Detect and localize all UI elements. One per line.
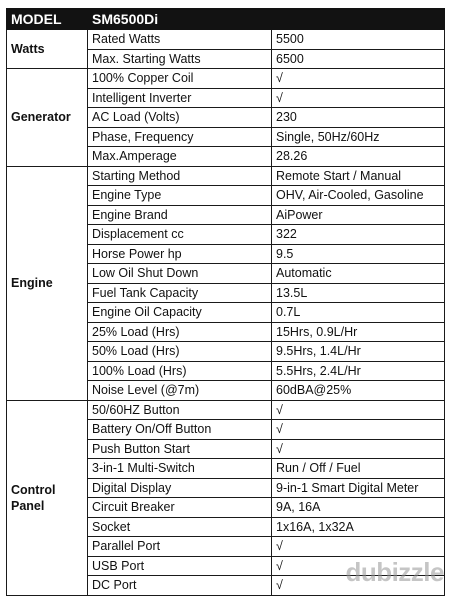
- spec-label: 100% Copper Coil: [88, 69, 272, 89]
- spec-label: Parallel Port: [88, 537, 272, 557]
- spec-value: √: [272, 420, 445, 440]
- table-row: [7, 69, 445, 89]
- spec-label: USB Port: [88, 556, 272, 576]
- spec-table: [6, 8, 445, 596]
- watermark-logo: dubizzle: [345, 557, 444, 587]
- table-row: [7, 166, 445, 186]
- spec-label: Rated Watts: [88, 30, 272, 50]
- group-label: Control Panel: [7, 400, 88, 595]
- spec-label: Low Oil Shut Down: [88, 264, 272, 284]
- spec-value: 230: [272, 108, 445, 128]
- spec-value: 9.5: [272, 244, 445, 264]
- spec-value: √: [272, 576, 445, 596]
- spec-value: √: [272, 537, 445, 557]
- spec-value: 15Hrs, 0.9L/Hr: [272, 322, 445, 342]
- spec-label: Digital Display: [88, 478, 272, 498]
- group-label: Watts: [7, 30, 88, 69]
- spec-value: Remote Start / Manual: [272, 166, 445, 186]
- model-value: SM6500Di: [88, 9, 445, 30]
- spec-label: 25% Load (Hrs): [88, 322, 272, 342]
- spec-label: Engine Brand: [88, 205, 272, 225]
- spec-body: [7, 30, 445, 596]
- spec-label: DC Port: [88, 576, 272, 596]
- group-label: Generator: [7, 69, 88, 167]
- spec-label: 50/60HZ Button: [88, 400, 272, 420]
- spec-value: √: [272, 400, 445, 420]
- spec-value: 1x16A, 1x32A: [272, 517, 445, 537]
- spec-label: Battery On/Off Button: [88, 420, 272, 440]
- spec-value: Automatic: [272, 264, 445, 284]
- spec-label: Intelligent Inverter: [88, 88, 272, 108]
- model-label: MODEL: [7, 9, 88, 30]
- spec-label: Circuit Breaker: [88, 498, 272, 518]
- spec-value: 5.5Hrs, 2.4L/Hr: [272, 361, 445, 381]
- spec-label: Displacement cc: [88, 225, 272, 245]
- spec-value: 5500: [272, 30, 445, 50]
- spec-label: Phase, Frequency: [88, 127, 272, 147]
- spec-value: 9.5Hrs, 1.4L/Hr: [272, 342, 445, 362]
- spec-label: Starting Method: [88, 166, 272, 186]
- spec-label: AC Load (Volts): [88, 108, 272, 128]
- table-row: [7, 30, 445, 50]
- spec-label: Push Button Start: [88, 439, 272, 459]
- spec-value: Run / Off / Fuel: [272, 459, 445, 479]
- spec-value: 6500: [272, 49, 445, 69]
- spec-value: 13.5L: [272, 283, 445, 303]
- spec-value: 9-in-1 Smart Digital Meter: [272, 478, 445, 498]
- table-row: [7, 400, 445, 420]
- spec-value: 28.26: [272, 147, 445, 167]
- spec-value: Single, 50Hz/60Hz: [272, 127, 445, 147]
- spec-label: Noise Level (@7m): [88, 381, 272, 401]
- spec-label: Max. Starting Watts: [88, 49, 272, 69]
- spec-value: OHV, Air-Cooled, Gasoline: [272, 186, 445, 206]
- spec-label: Max.Amperage: [88, 147, 272, 167]
- spec-value: √: [272, 439, 445, 459]
- spec-label: Engine Type: [88, 186, 272, 206]
- spec-value: √: [272, 88, 445, 108]
- spec-label: 100% Load (Hrs): [88, 361, 272, 381]
- spec-sheet: [6, 8, 445, 596]
- spec-label: Engine Oil Capacity: [88, 303, 272, 323]
- spec-value: AiPower: [272, 205, 445, 225]
- spec-value: √: [272, 69, 445, 89]
- spec-value: 9A, 16A: [272, 498, 445, 518]
- spec-label: Horse Power hp: [88, 244, 272, 264]
- spec-value: 322: [272, 225, 445, 245]
- spec-value: 0.7L: [272, 303, 445, 323]
- spec-value: 60dBA@25%: [272, 381, 445, 401]
- spec-value: √: [272, 556, 445, 576]
- spec-label: Socket: [88, 517, 272, 537]
- spec-label: Fuel Tank Capacity: [88, 283, 272, 303]
- header-row: [7, 9, 445, 30]
- spec-label: 50% Load (Hrs): [88, 342, 272, 362]
- spec-label: 3-in-1 Multi-Switch: [88, 459, 272, 479]
- group-label: Engine: [7, 166, 88, 400]
